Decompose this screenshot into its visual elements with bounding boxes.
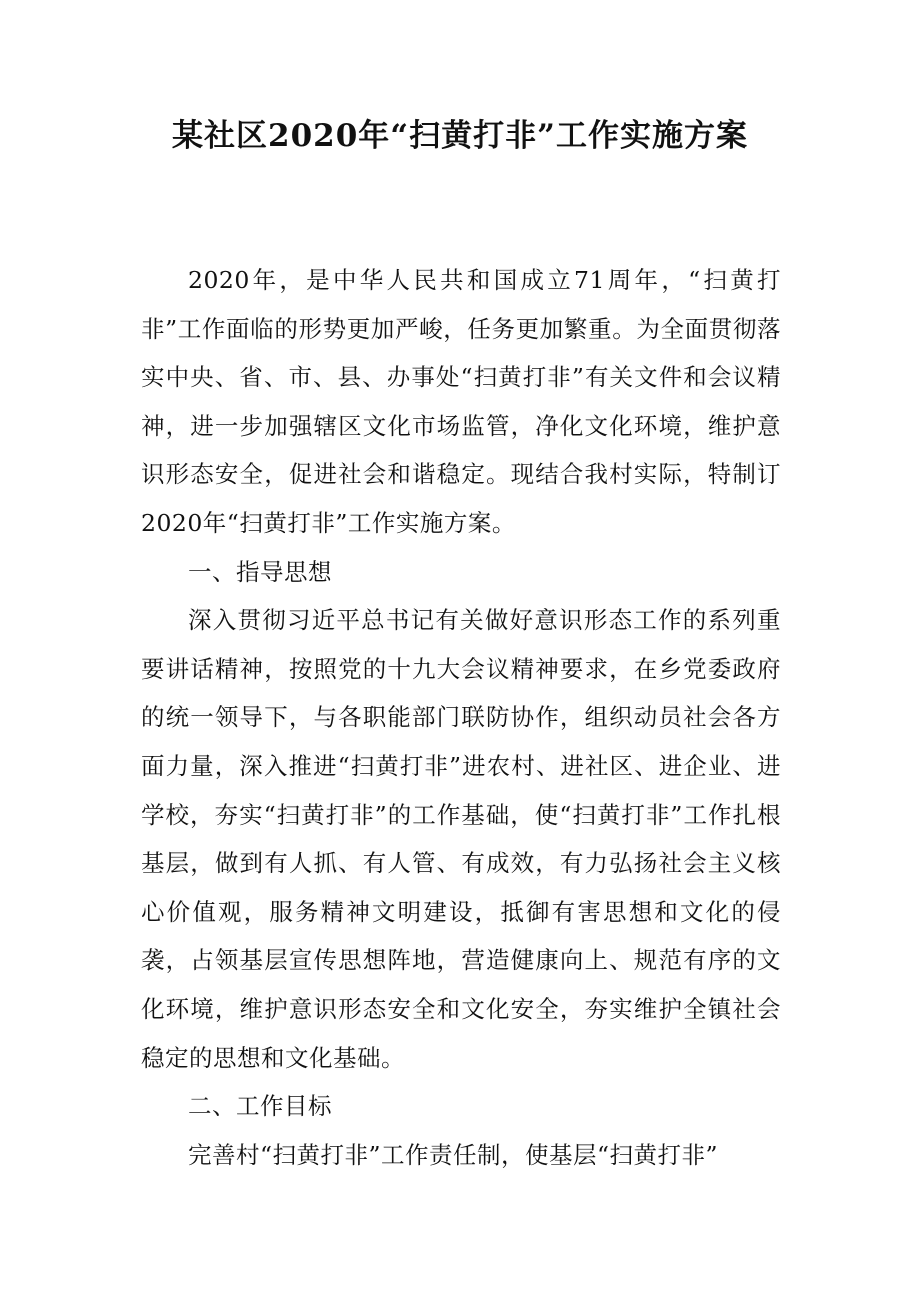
document-body <box>141 256 781 1179</box>
section-heading-guiding-thought: 一、指导思想 <box>188 557 332 586</box>
document-title: 某社区2020年“扫黄打非”工作实施方案 <box>172 118 748 154</box>
section-heading-work-goals: 二、工作目标 <box>188 1092 332 1121</box>
section-paragraph-work-goals: 完善村“扫黄打非”工作责任制，使基层“扫黄打非” <box>188 1140 719 1169</box>
intro-paragraph: 2020年，是中华人民共和国成立71周年，“扫黄打非”工作面临的形势更加严峻，任务更加繁重。为全面贯彻落实中央、省、市、县、办事处“扫黄打非”有关文件和会议精神，进一步加强辖区文化市场监管，净化文化环境，维护意识形态安全，促进社会和谐稳定。现结合我村实际，特制订2020年“扫黄打非”工作实施方案。 <box>141 266 781 537</box>
section-paragraph-guiding-thought: 深入贯彻习近平总书记有关做好意识形态工作的系列重要讲话精神，按照党的十九大会议精神要求，在乡党委政府的统一领导下，与各职能部门联防协作，组织动员社会各方面力量，深入推进“扫黄打非”进农村、进社区、进企业、进学校，夯实“扫黄打非”的工作基础，使“扫黄打非”工作扎根基层，做到有人抓、有人管、有成效，有力弘扬社会主义核心价值观，服务精神文明建设，抵御有害思想和文化的侵袭，占领基层宣传思想阵地，营造健康向上、规范有序的文化环境，维护意识形态安全和文化安全，夯实维护全镇社会稳定的思想和文化基础。 <box>141 606 781 1072</box>
